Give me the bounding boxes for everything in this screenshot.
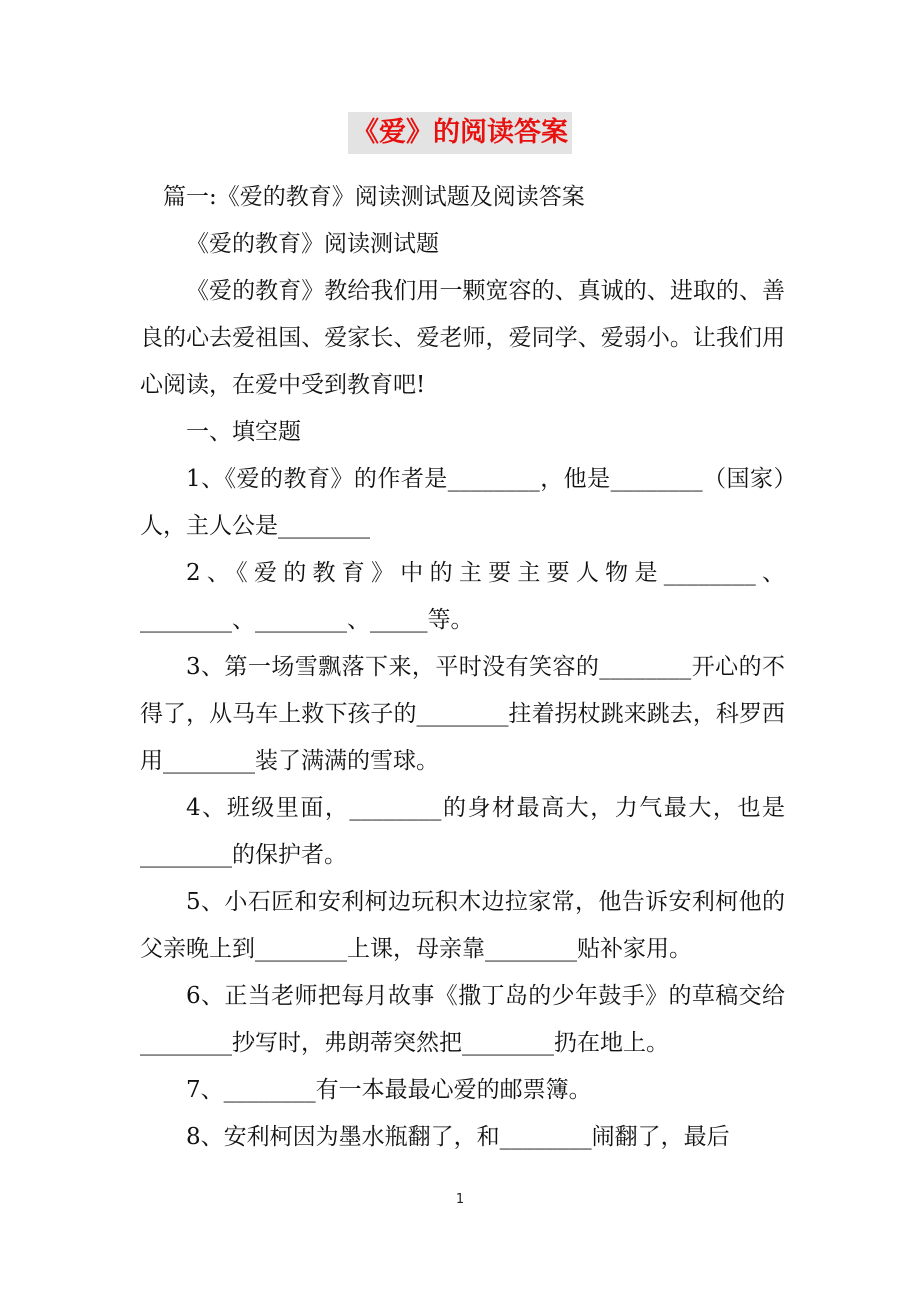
question-7: 7、________有一本最最心爱的邮票簿。 [186,1077,592,1103]
question-5: 5、小石匠和安利柯边玩积木边拉家常，他告诉安利柯他的父亲晚上到________上课，母亲靠________贴补家用。 [140,889,785,962]
title-block [0,112,920,154]
section-heading: 篇一:《爱的教育》阅读测试题及阅读答案 [163,184,585,210]
question-6: 6、正当老师把每月故事《撒丁岛的少年鼓手》的草稿交给________抄写时，弗朗蒂突然把________扔在地上。 [140,983,785,1056]
page-number: 1 [455,1192,465,1207]
question-8: 8、安利柯因为墨水瓶翻了，和________闹翻了，最后 [186,1124,730,1150]
question-2: 2、《爱的教育》中的主要主要人物是________、________、________、_____等。 [140,560,785,633]
question-1: 1、《爱的教育》的作者是________，他是________（国家）人，主人公是________ [140,466,785,539]
subheading: 《爱的教育》阅读测试题 [186,231,439,257]
document-title: 《爱》的阅读答案 [348,112,572,154]
question-4: 4、班级里面，________的身材最高大，力气最大，也是________的保护者。 [140,795,785,868]
intro-paragraph: 《爱的教育》教给我们用一颗宽容的、真诚的、进取的、善良的心去爱祖国、爱家长、爱老师，爱同学、爱弱小。让我们用心阅读，在爱中受到教育吧! [140,278,785,398]
document-body [140,174,785,1161]
part-heading: 一、填空题 [186,419,301,445]
question-3: 3、第一场雪飘落下来，平时没有笑容的________开心的不得了，从马车上救下孩子的________拄着拐杖跳来跳去，科罗西用________装了满满的雪球。 [140,654,785,774]
